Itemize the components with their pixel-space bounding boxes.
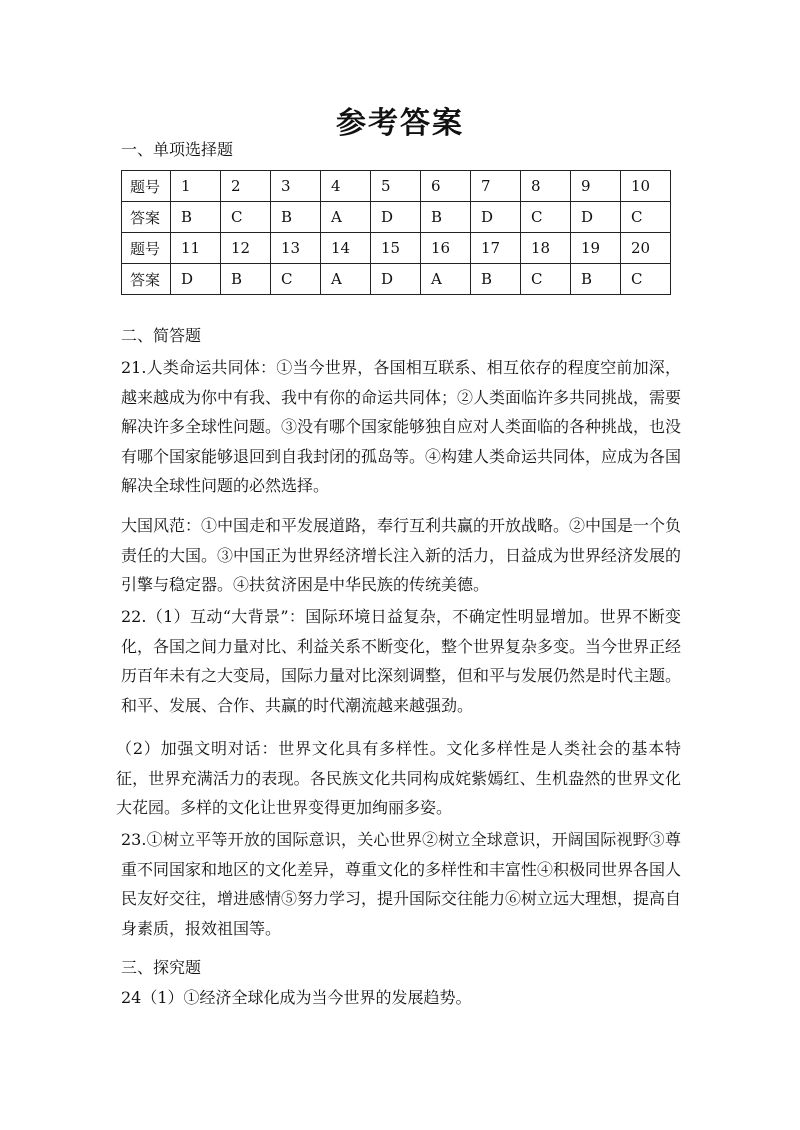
table-cell: 15 — [371, 233, 421, 264]
table-row-header: 答案 — [122, 202, 171, 233]
table-cell: A — [321, 264, 371, 295]
table-cell: D — [371, 264, 421, 295]
table-cell: 9 — [571, 171, 621, 202]
table-cell: 17 — [471, 233, 521, 264]
table-cell: B — [171, 202, 221, 233]
table-cell: B — [571, 264, 621, 295]
table-cell: D — [371, 202, 421, 233]
answer-paragraph-q21-1: 21.人类命运共同体：①当今世界，各国相互联系、相互依存的程度空前加深，越来越成为你中有我、我中有你的命运共同体；②人类面临许多共同挑战，需要解决许多全球性问题。③没有哪个国家能够独自应对人类面临的各种挑战，也没有哪个国家能够退回到自我封闭的孤岛等。④构建人类命运共同体，应成为各国解决全球性问题的必然选择。 — [121, 358, 682, 495]
table-cell: C — [221, 202, 271, 233]
table-cell: 7 — [471, 171, 521, 202]
table-cell: 13 — [271, 233, 321, 264]
section-heading-short-answer: 二、简答题 — [121, 326, 202, 345]
table-cell: A — [421, 264, 471, 295]
table-row-header: 题号 — [122, 171, 171, 202]
table-cell: 20 — [621, 233, 671, 264]
table-cell: 4 — [321, 171, 371, 202]
section-heading-single-choice: 一、单项选择题 — [121, 140, 234, 159]
table-cell: 12 — [221, 233, 271, 264]
table-cell: 5 — [371, 171, 421, 202]
answer-paragraph-q22-1: 22.（1）互动“大背景”：国际环境日益复杂，不确定性明显增加。世界不断变化，各国之间力量对比、利益关系不断变化，整个世界复杂多变。当今世界正经历百年未有之大变局，国际力量对比深刻调整，但和平与发展仍然是时代主题。和平、发展、合作、共赢的时代潮流越来越强劲。 — [121, 607, 682, 715]
table-cell: 1 — [171, 171, 221, 202]
table-cell: 6 — [421, 171, 471, 202]
table-cell: 10 — [621, 171, 671, 202]
table-row — [122, 264, 671, 295]
table-cell: B — [221, 264, 271, 295]
table-cell: 18 — [521, 233, 571, 264]
table-cell: 2 — [221, 171, 271, 202]
table-cell: 16 — [421, 233, 471, 264]
table-cell: 8 — [521, 171, 571, 202]
page-title: 参考答案 — [336, 106, 464, 141]
table-cell: 19 — [571, 233, 621, 264]
table-cell: B — [421, 202, 471, 233]
table-cell: D — [471, 202, 521, 233]
table-cell: C — [521, 202, 571, 233]
section-heading-inquiry: 三、探究题 — [121, 958, 202, 977]
table-row-header: 题号 — [122, 233, 171, 264]
table-cell: C — [621, 202, 671, 233]
table-cell: 3 — [271, 171, 321, 202]
table-cell: D — [571, 202, 621, 233]
table-row-header: 答案 — [122, 264, 171, 295]
answer-paragraph-q22-2: （2）加强文明对话：世界文化具有多样性。文化多样性是人类社会的基本特征，世界充满活力的表现。各民族文化共同构成姹紫嫣红、生机盎然的世界文化大花园。多样的文化让世界变得更加绚丽多姿。 — [116, 739, 681, 817]
table-cell: C — [271, 264, 321, 295]
table-cell: 11 — [171, 233, 221, 264]
table-row — [122, 233, 671, 264]
table-cell: B — [471, 264, 521, 295]
answer-paragraph-q21-2: 大国风范：①中国走和平发展道路，奉行互利共赢的开放战略。②中国是一个负责任的大国。③中国正为世界经济增长注入新的活力，日益成为世界经济发展的引擎与稳定器。④扶贫济困是中华民族的传统美德。 — [121, 516, 682, 594]
answer-table — [121, 170, 671, 295]
table-cell: C — [621, 264, 671, 295]
answer-paragraph-q24: 24（1）①经济全球化成为当今世界的发展趋势。 — [121, 988, 472, 1007]
table-cell: A — [321, 202, 371, 233]
table-cell: C — [521, 264, 571, 295]
table-row — [122, 171, 671, 202]
table-row — [122, 202, 671, 233]
table-cell: B — [271, 202, 321, 233]
answer-paragraph-q23: 23.①树立平等开放的国际意识，关心世界②树立全球意识，开阔国际视野③尊重不同国家和地区的文化差异，尊重文化的多样性和丰富性④积极同世界各国人民友好交往，增进感情⑤努力学习，提升国际交往能力⑥树立远大理想，提高自身素质，报效祖国等。 — [121, 830, 682, 938]
table-cell: 14 — [321, 233, 371, 264]
table-cell: D — [171, 264, 221, 295]
